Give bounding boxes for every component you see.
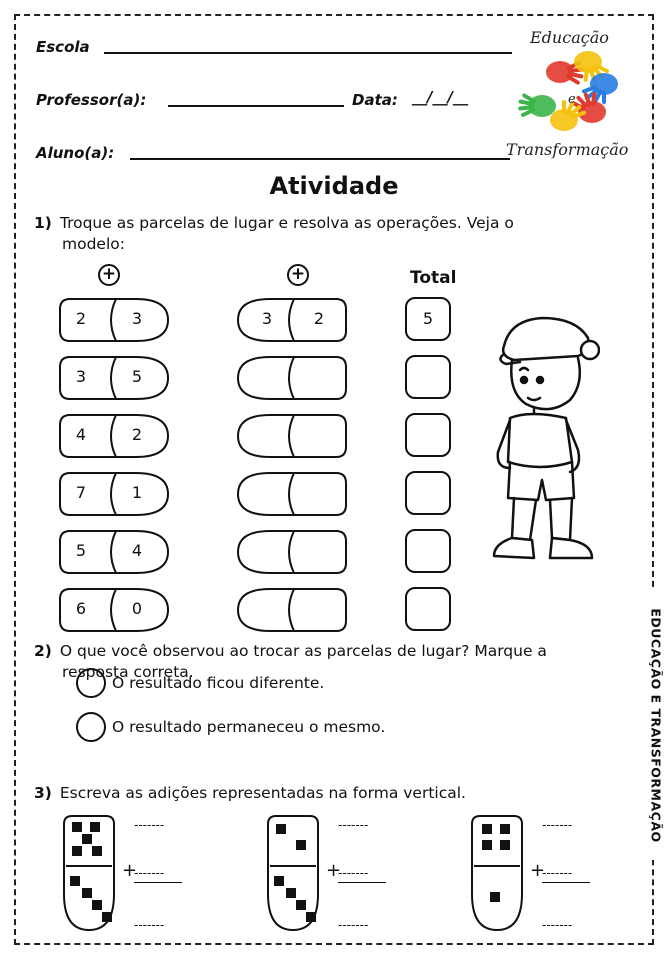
logo: Educação e Transformação bbox=[502, 24, 662, 164]
total-header: Total bbox=[410, 268, 457, 288]
student-field[interactable] bbox=[130, 158, 510, 160]
addend-a: 2 bbox=[75, 309, 87, 328]
domino-dot bbox=[482, 840, 492, 850]
total-box[interactable] bbox=[405, 529, 451, 573]
addend-a: 4 bbox=[75, 425, 87, 444]
plus-icon: + bbox=[287, 264, 309, 286]
addend-b: 2 bbox=[131, 425, 143, 444]
domino-dot bbox=[490, 892, 500, 902]
finger-mark bbox=[521, 102, 533, 104]
sum-line bbox=[542, 882, 590, 883]
sum-blank[interactable]: ------- bbox=[134, 918, 165, 932]
domino bbox=[62, 814, 116, 932]
domino-dot bbox=[296, 900, 306, 910]
swapped-pair[interactable] bbox=[236, 471, 348, 517]
domino-dot bbox=[72, 822, 82, 832]
addend-pair bbox=[58, 587, 170, 633]
addend-a: 7 bbox=[75, 483, 87, 502]
addend-blank[interactable]: ------- bbox=[542, 866, 573, 880]
domino-dot bbox=[82, 888, 92, 898]
sum-blank[interactable]: ------- bbox=[542, 918, 573, 932]
swapped-pair[interactable] bbox=[236, 413, 348, 459]
addend-pair bbox=[58, 529, 170, 575]
plus-sign: + bbox=[122, 860, 138, 881]
addend-b: 5 bbox=[131, 367, 143, 386]
addend-pair bbox=[58, 471, 170, 517]
domino bbox=[470, 814, 524, 932]
total-box[interactable] bbox=[405, 413, 451, 457]
plus-icon: + bbox=[98, 264, 120, 286]
option-same[interactable]: O resultado permaneceu o mesmo. bbox=[76, 712, 385, 742]
radio-circle[interactable] bbox=[76, 712, 106, 742]
swapped-b[interactable]: 2 bbox=[313, 309, 325, 328]
addend-b: 4 bbox=[131, 541, 143, 560]
finger-mark bbox=[568, 77, 578, 83]
addend-a: 3 bbox=[75, 367, 87, 386]
addend-blank[interactable]: ------- bbox=[542, 818, 573, 832]
q3-text: 3) Escreva as adições representadas na forma vertical. bbox=[34, 784, 466, 802]
school-label: Escola bbox=[36, 38, 90, 56]
domino-dot bbox=[82, 834, 92, 844]
addend-blank[interactable]: ------- bbox=[134, 818, 165, 832]
domino-dot bbox=[90, 822, 100, 832]
total-box[interactable]: 5 bbox=[405, 297, 451, 341]
addend-pair bbox=[58, 355, 170, 401]
date-label: Data: bbox=[352, 91, 398, 109]
finger-mark bbox=[570, 74, 582, 76]
q2-text: 2) O que você observou ao trocar as parcelas de lugar? Marque a bbox=[34, 642, 547, 660]
domino-dot bbox=[92, 900, 102, 910]
q1-text: 1) Troque as parcelas de lugar e resolva as operações. Veja o bbox=[34, 214, 514, 232]
addend-a: 5 bbox=[75, 541, 87, 560]
teacher-label: Professor(a): bbox=[36, 91, 147, 109]
sum-line bbox=[338, 882, 386, 883]
school-field[interactable] bbox=[104, 52, 512, 54]
finger-mark bbox=[523, 110, 533, 115]
domino bbox=[266, 814, 320, 932]
sum-blank[interactable]: ------- bbox=[338, 918, 369, 932]
plus-sign: + bbox=[530, 860, 546, 881]
addend-blank[interactable]: ------- bbox=[338, 866, 369, 880]
swapped-pair[interactable] bbox=[236, 587, 348, 633]
radio-circle[interactable] bbox=[76, 668, 106, 698]
plus-sign: + bbox=[326, 860, 342, 881]
domino-dot bbox=[276, 824, 286, 834]
addend-blank[interactable]: ------- bbox=[134, 866, 165, 880]
finger-mark bbox=[586, 70, 587, 80]
domino-dot bbox=[296, 840, 306, 850]
addend-b: 0 bbox=[131, 599, 143, 618]
date-field[interactable]: __/__/__ bbox=[412, 88, 468, 106]
domino-dot bbox=[500, 840, 510, 850]
finger-mark bbox=[520, 107, 532, 108]
swapped-pair[interactable] bbox=[236, 529, 348, 575]
swapped-pair[interactable] bbox=[236, 355, 348, 401]
swapped-a[interactable]: 3 bbox=[261, 309, 273, 328]
addend-pair bbox=[58, 297, 170, 343]
addend-blank[interactable]: ------- bbox=[338, 818, 369, 832]
addend-b: 3 bbox=[131, 309, 143, 328]
side-watermark: EDUCAÇÃO E TRANSFORMAÇÃO bbox=[646, 590, 666, 860]
q1-text-line2: modelo: bbox=[62, 235, 125, 253]
total-box[interactable] bbox=[405, 355, 451, 399]
domino-dot bbox=[92, 846, 102, 856]
page-title: Atividade bbox=[269, 172, 399, 200]
addend-a: 6 bbox=[75, 599, 87, 618]
finger-mark bbox=[593, 94, 594, 104]
domino-dot bbox=[274, 876, 284, 886]
domino-dot bbox=[70, 876, 80, 886]
boy-illustration bbox=[490, 312, 600, 582]
domino-dot bbox=[482, 824, 492, 834]
total-box[interactable] bbox=[405, 587, 451, 631]
student-label: Aluno(a): bbox=[36, 144, 115, 162]
total-box[interactable] bbox=[405, 471, 451, 515]
domino-dot bbox=[306, 912, 316, 922]
finger-mark bbox=[524, 95, 534, 101]
q2-text-line2: resposta correta. bbox=[62, 663, 194, 681]
teacher-field[interactable] bbox=[168, 105, 344, 107]
addend-pair bbox=[58, 413, 170, 459]
domino-dot bbox=[286, 888, 296, 898]
domino-dot bbox=[102, 912, 112, 922]
domino-dot bbox=[72, 846, 82, 856]
swapped-pair[interactable] bbox=[236, 297, 348, 343]
option-different[interactable]: O resultado ficou diferente. bbox=[76, 668, 324, 698]
addend-b: 1 bbox=[131, 483, 143, 502]
domino-dot bbox=[500, 824, 510, 834]
sum-line bbox=[134, 882, 182, 883]
